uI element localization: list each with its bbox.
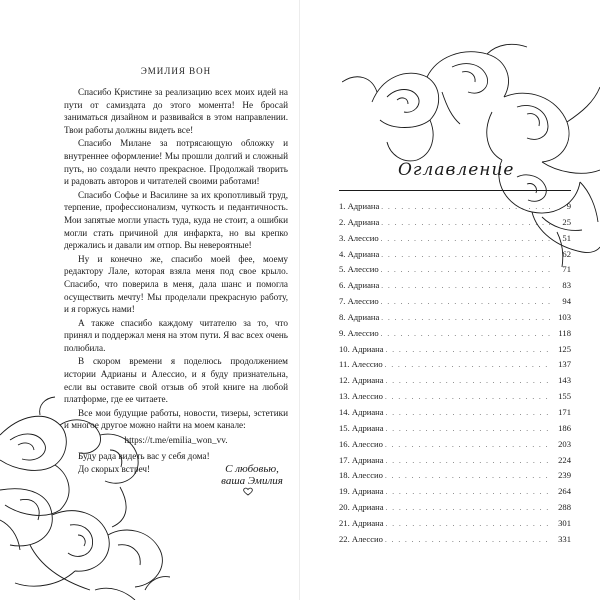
toc-item-page: 25 bbox=[562, 216, 571, 227]
toc-item[interactable] bbox=[339, 215, 571, 231]
toc-item-page: 51 bbox=[562, 232, 571, 243]
toc-item[interactable] bbox=[339, 453, 571, 469]
toc-item[interactable] bbox=[339, 278, 571, 294]
toc-leader bbox=[386, 422, 550, 438]
toc-item[interactable] bbox=[339, 421, 571, 437]
paragraph: Все мои будущие работы, новости, тизеры, эстетики и многое другое можно найти на моем канале: bbox=[64, 407, 288, 431]
toc-item-page: 301 bbox=[558, 517, 571, 528]
toc-item-title: 17. Адриана bbox=[339, 454, 384, 465]
toc-item-page: 186 bbox=[558, 422, 571, 433]
toc-item[interactable] bbox=[339, 326, 571, 342]
toc-item-title: 1. Адриана bbox=[339, 201, 380, 211]
toc-item-title: 13. Алессио bbox=[339, 391, 383, 402]
toc-item-title: 18. Алессио bbox=[339, 470, 383, 481]
toc-leader bbox=[385, 469, 550, 485]
toc-item-title: 20. Адриана bbox=[339, 502, 384, 513]
toc-item[interactable] bbox=[339, 389, 571, 405]
toc-item[interactable] bbox=[339, 532, 571, 548]
toc-item-title: 4. Адриана bbox=[339, 248, 380, 259]
toc-item[interactable] bbox=[339, 373, 571, 389]
peony-illustration-left bbox=[0, 395, 170, 600]
toc-item[interactable] bbox=[339, 516, 571, 532]
toc-item-title: 21. Адриана bbox=[339, 517, 384, 528]
toc-item-page: 94 bbox=[562, 296, 571, 307]
toc-item[interactable] bbox=[339, 500, 571, 516]
toc-item-title: 11. Алессио bbox=[339, 359, 383, 370]
signature bbox=[212, 463, 292, 487]
toc-title: Оглавление bbox=[398, 160, 515, 180]
paragraph: Спасибо Милане за потрясающую обложку и внутреннее оформление! Мы прошли долгий и сложный путь, но создали нечто прекрасное. Продолжай творить и радовать авторов и читателей своими работами! bbox=[64, 138, 288, 187]
toc-leader bbox=[385, 438, 550, 454]
toc-item-page: 288 bbox=[558, 502, 571, 513]
toc-item-title: 8. Адриана bbox=[339, 311, 380, 322]
toc-item-page: 103 bbox=[558, 311, 571, 322]
toc-leader bbox=[385, 390, 550, 406]
toc-item-page: 62 bbox=[562, 248, 571, 259]
toc-item-page: 9 bbox=[566, 201, 571, 211]
toc-leader bbox=[381, 327, 550, 343]
closing-line: До скорых встреч! bbox=[78, 464, 151, 475]
toc-leader bbox=[381, 232, 550, 248]
paragraph: Спасибо Софье и Василине за их кропотливый труд, терпение, профессионализм, чуткость и педантичность. Мои запятые могли упасть туда, куда не стоит, а ошибки могли стать причиной для инфаркта, но вы крепко держались и давали им отпор. Вы невероятные! bbox=[64, 189, 288, 251]
channel-link[interactable]: https://t.me/emilia_won_vv. bbox=[124, 435, 228, 446]
toc-leader bbox=[386, 454, 550, 470]
toc-item[interactable] bbox=[339, 262, 571, 278]
toc-leader bbox=[385, 358, 550, 374]
paragraph: А также спасибо каждому читателю за то, что принял и поддержал меня на этом пути. Я вас всех очень полюбила. bbox=[64, 317, 288, 353]
toc-item[interactable] bbox=[339, 199, 571, 215]
table-of-contents bbox=[339, 199, 571, 548]
toc-item-title: 19. Адриана bbox=[339, 486, 384, 497]
toc-leader bbox=[386, 517, 550, 533]
toc-item[interactable] bbox=[339, 310, 571, 326]
toc-item[interactable] bbox=[339, 437, 571, 453]
toc-item-title: 12. Адриана bbox=[339, 375, 384, 386]
toc-item-page: 83 bbox=[562, 280, 571, 291]
toc-item[interactable] bbox=[339, 294, 571, 310]
heart-icon bbox=[243, 487, 253, 496]
toc-item-title: 9. Алессио bbox=[339, 327, 379, 338]
toc-leader bbox=[381, 263, 550, 279]
toc-item-page: 143 bbox=[558, 375, 571, 386]
signature-line: С любовью, bbox=[225, 463, 279, 475]
toc-item-title: 7. Алессио bbox=[339, 296, 379, 307]
paragraph: В скором времени я поделюсь продолжением истории Адрианы и Алессио, и я буду признательна, если вы оставите свой отзыв об этой книге на любой платформе, где ее читаете. bbox=[64, 356, 288, 405]
toc-item[interactable] bbox=[339, 247, 571, 263]
toc-item-page: 203 bbox=[558, 438, 571, 449]
toc-item-title: 3. Алессио bbox=[339, 232, 379, 243]
toc-leader bbox=[386, 485, 550, 501]
toc-item-title: 2. Адриана bbox=[339, 216, 380, 227]
toc-leader bbox=[386, 343, 550, 359]
toc-item-title: 5. Алессио bbox=[339, 264, 379, 275]
signature-line: ваша Эмилия bbox=[221, 475, 283, 487]
toc-leader bbox=[381, 311, 550, 327]
toc-leader bbox=[381, 295, 550, 311]
closing-line: Буду рада видеть вас у себя дома! bbox=[78, 450, 210, 461]
toc-item-title: 14. Адриана bbox=[339, 406, 384, 417]
toc-item-page: 224 bbox=[558, 454, 571, 465]
toc-item-page: 125 bbox=[558, 343, 571, 354]
toc-leader bbox=[386, 501, 550, 517]
toc-leader bbox=[381, 200, 550, 216]
toc-item[interactable] bbox=[339, 405, 571, 421]
toc-item-page: 137 bbox=[558, 359, 571, 370]
toc-item-title: 10. Адриана bbox=[339, 343, 384, 354]
toc-divider bbox=[339, 190, 571, 191]
toc-item-title: 16. Алессио bbox=[339, 438, 383, 449]
toc-item-page: 171 bbox=[558, 406, 571, 417]
toc-item-title: 6. Адриана bbox=[339, 280, 380, 291]
toc-item[interactable] bbox=[339, 484, 571, 500]
toc-item[interactable] bbox=[339, 231, 571, 247]
toc-leader bbox=[381, 216, 550, 232]
running-head: ЭМИЛИЯ ВОН bbox=[140, 66, 212, 76]
toc-leader bbox=[386, 406, 550, 422]
toc-item-page: 239 bbox=[558, 470, 571, 481]
toc-leader bbox=[386, 374, 550, 390]
toc-item[interactable] bbox=[339, 468, 571, 484]
toc-item-page: 71 bbox=[562, 264, 571, 275]
toc-item-page: 264 bbox=[558, 486, 571, 497]
toc-leader bbox=[381, 248, 550, 264]
toc-item[interactable] bbox=[339, 357, 571, 373]
toc-item-title: 15. Адриана bbox=[339, 422, 384, 433]
toc-item-title: 22. Алессио bbox=[339, 533, 383, 544]
toc-item[interactable] bbox=[339, 342, 571, 358]
paragraph: Спасибо Кристине за реализацию всех моих идей на пути от самиздата до этого момента! Не бросай заниматься дизайном и развивайся в этом направлении. Твои работы должны видеть все! bbox=[64, 87, 288, 135]
toc-item-page: 155 bbox=[558, 391, 571, 402]
toc-item-page: 331 bbox=[558, 533, 571, 544]
toc-item-page: 118 bbox=[558, 327, 571, 338]
paragraph: Ну и конечно же, спасибо моей фее, моему редактору Лале, которая взяла меня под свое крыло. Спасибо, что поверила в меня, дала шанс и помогла осуществить мечту! Мы проделали прекрасную работу, и я горжусь нами! bbox=[64, 253, 288, 315]
toc-leader bbox=[381, 279, 550, 295]
toc-leader bbox=[385, 533, 550, 549]
